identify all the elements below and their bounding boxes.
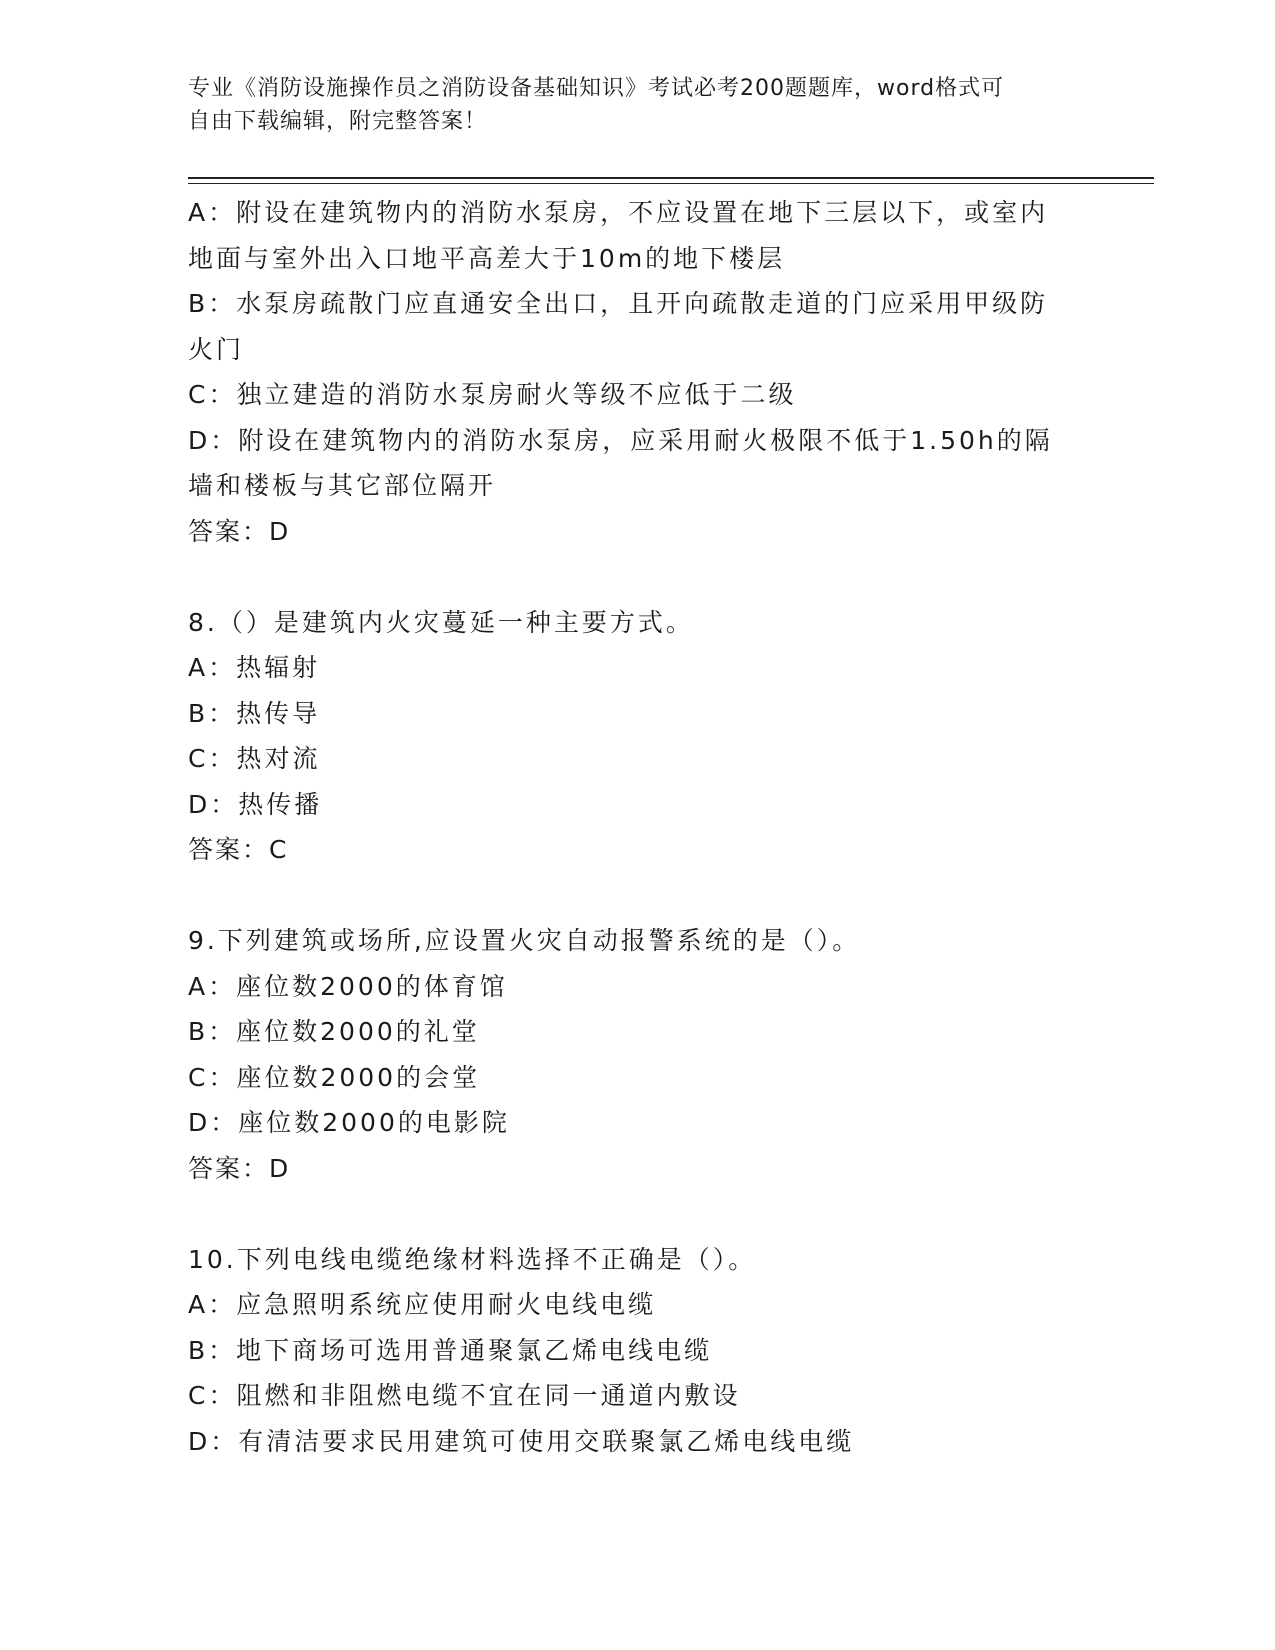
q10-question: 10.下列电线电缆绝缘材料选择不正确是（）。 [188, 1244, 757, 1274]
q10-option-a: A：应急照明系统应使用耐火电线电缆 [188, 1290, 657, 1319]
spacer [188, 1191, 1068, 1237]
spacer [188, 873, 1068, 919]
spacer [188, 554, 1068, 600]
q8-answer: 答案：C [188, 835, 289, 864]
question-8-block [188, 600, 1068, 873]
q7-option-b-line2: 火门 [188, 334, 245, 364]
document-body [188, 190, 1068, 1464]
q9-option-c: C：座位数2000的会堂 [188, 1062, 481, 1092]
question-9-block [188, 918, 1068, 1191]
q7-option-d-line2: 墙和楼板与其它部位隔开 [188, 471, 497, 500]
header-line-2: 自由下载编辑，附完整答案！ [188, 109, 488, 134]
q7-option-d-line1: D：附设在建筑物内的消防水泵房，应采用耐火极限不低于1.50h的隔 [188, 425, 1053, 455]
q9-option-a: A：座位数2000的体育馆 [188, 971, 508, 1001]
q7-option-a-line1: A：附设在建筑物内的消防水泵房，不应设置在地下三层以下，或室内 [188, 198, 1049, 227]
q10-option-b: B：地下商场可选用普通聚氯乙烯电线电缆 [188, 1335, 713, 1365]
q7-answer: 答案：D [188, 516, 291, 546]
q8-option-c: C：热对流 [188, 744, 321, 773]
header-rule-thin [188, 183, 1154, 184]
q8-option-d: D：热传播 [188, 789, 323, 819]
q9-answer: 答案：D [188, 1153, 291, 1183]
header-rule-thick [188, 177, 1154, 179]
q7-option-b-line1: B：水泵房疏散门应直通安全出口，且开向疏散走道的门应采用甲级防 [188, 289, 1049, 318]
q9-option-d: D：座位数2000的电影院 [188, 1108, 510, 1137]
q7-option-a-line2: 地面与室外出入口地平高差大于10m的地下楼层 [188, 243, 786, 273]
question-10-block [188, 1237, 1068, 1465]
q7-option-c: C：独立建造的消防水泵房耐火等级不应低于二级 [188, 380, 797, 409]
q8-option-a: A：热辐射 [188, 653, 321, 682]
header-line-1: 专业《消防设施操作员之消防设备基础知识》考试必考200题题库，word格式可 [188, 76, 1005, 101]
q10-option-d: D：有清洁要求民用建筑可使用交联聚氯乙烯电线电缆 [188, 1426, 855, 1456]
q9-option-b: B：座位数2000的礼堂 [188, 1017, 480, 1046]
document-header [188, 72, 1068, 138]
q8-question: 8.（）是建筑内火灾蔓延一种主要方式。 [188, 607, 694, 637]
q10-option-c: C：阻燃和非阻燃电缆不宜在同一通道内敷设 [188, 1381, 741, 1410]
q9-question: 9.下列建筑或场所,应设置火灾自动报警系统的是（）。 [188, 926, 861, 955]
question-7-block [188, 190, 1068, 554]
q8-option-b: B：热传导 [188, 698, 321, 728]
